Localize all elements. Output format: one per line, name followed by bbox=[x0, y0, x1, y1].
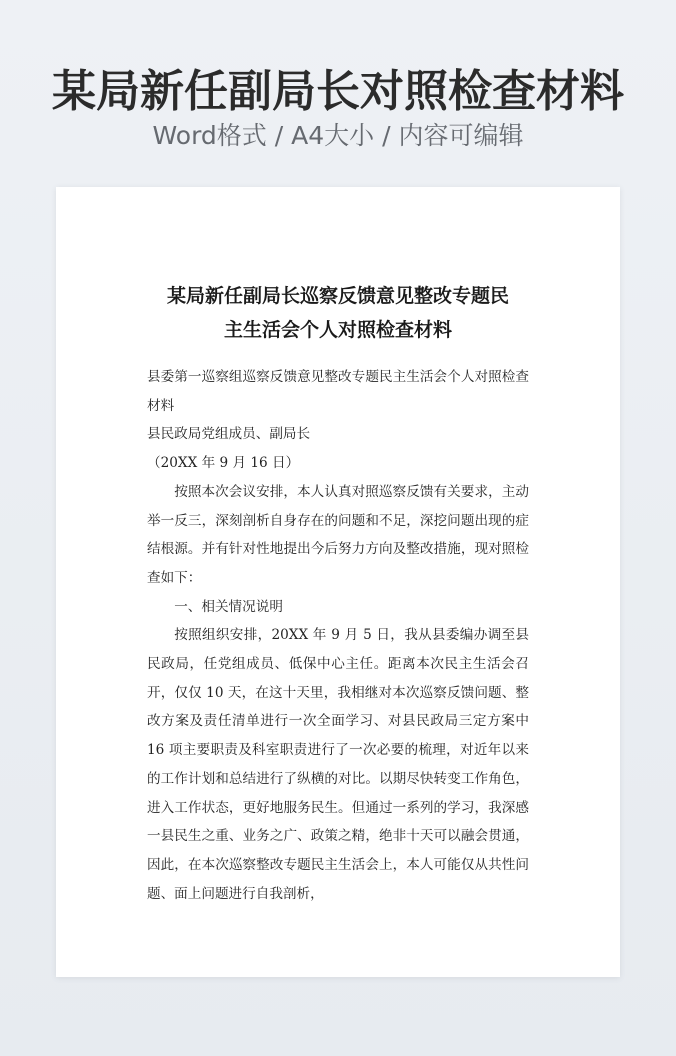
document-title-line2: 主生活会个人对照检查材料 bbox=[223, 319, 452, 341]
document-meta-line1: 县委第一巡察组巡察反馈意见整改专题民主生活会个人对照检查材料 bbox=[147, 369, 529, 414]
document-title bbox=[147, 279, 529, 347]
document-page bbox=[56, 187, 620, 977]
document-meta-line2: 县民政局党组成员、副局长 bbox=[147, 426, 311, 443]
document-body bbox=[147, 279, 529, 908]
banner-title: 某局新任副局长对照检查材料 bbox=[52, 66, 624, 117]
document-paragraph-1: 按照本次会议安排，本人认真对照巡察反馈有关要求，主动举一反三，深刻剖析自身存在的问题和不足，深挖问题出现的症结根源。并有针对性地提出今后努力方向及整改措施，现对照检查如下： bbox=[147, 483, 529, 586]
document-title-line1: 某局新任副局长巡察反馈意见整改专题民 bbox=[166, 285, 509, 307]
document-meta-line3: （20XX 年 9 月 16 日） bbox=[147, 455, 300, 472]
document-paragraph-2: 按照组织安排，20XX 年 9 月 5 日，我从县委编办调至县民政局，任党组成员、低保中心主任。距离本次民主生活会召开，仅仅 10 天，在这十天里，我相继对本次巡察反馈问题、整改方案及责任清单进行一次全面学习、对县民政局三定方案中 16 项主要职责及科室职责进行了一次必要的梳理，对近年以来的工作计划和总结进行了纵横的对比。以期尽快转变工作角色，进入工作状态，更好地服务民生。但通过一系列的学习，我深感一县民生之重、业务之广、政策之精，绝非十天可以融会贯通，因此，在本次巡察整改专题民主生活会上，本人可能仅从共性问题、面上问题进行自我剖析， bbox=[147, 627, 529, 902]
document-section-heading-1: 一、相关情况说明 bbox=[174, 598, 283, 615]
banner-subtitle: Word格式 / A4大小 / 内容可编辑 bbox=[152, 121, 524, 150]
